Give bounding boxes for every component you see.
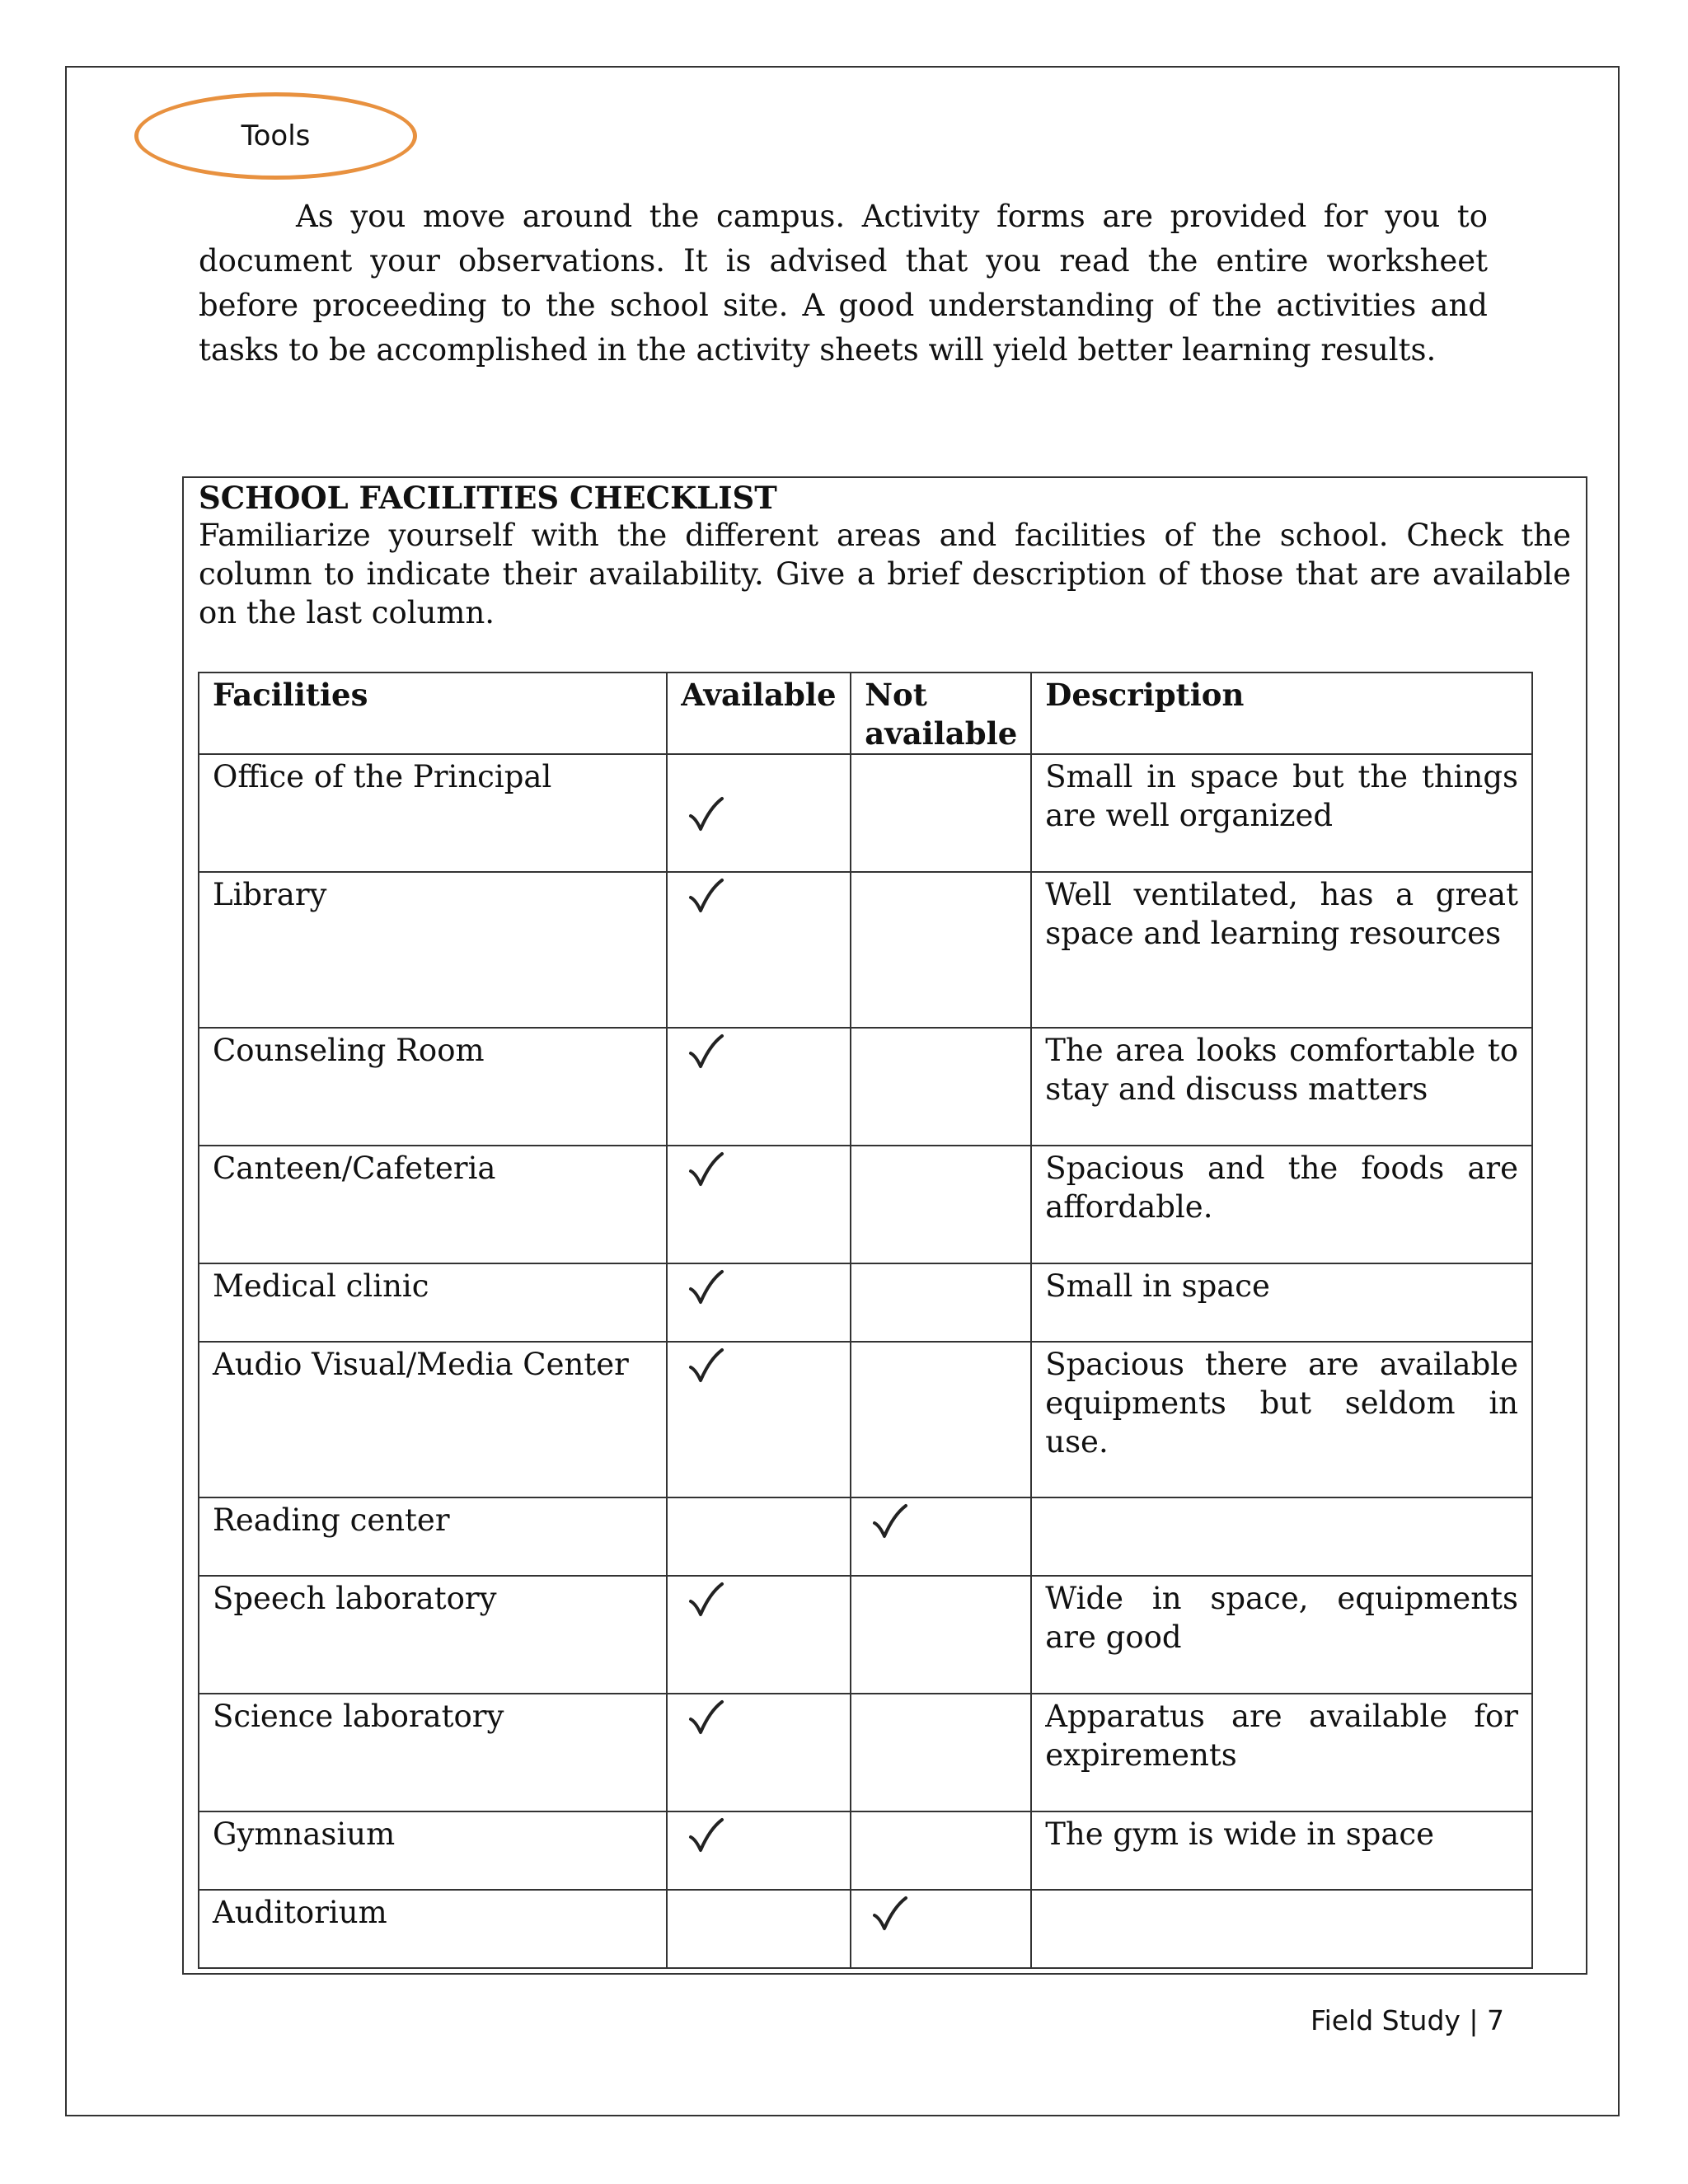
facility-description: Well ventilated, has a great space and learning resources: [1031, 872, 1532, 1028]
facility-name: Gymnasium: [199, 1811, 667, 1890]
check-mark-icon: [686, 1346, 725, 1385]
table-row: [199, 1263, 1532, 1342]
header-available: Available: [667, 673, 851, 754]
table-row: [199, 1497, 1532, 1576]
check-mark-icon: [686, 1150, 725, 1189]
check-mark-icon: [686, 1032, 725, 1071]
available-cell: [667, 1576, 851, 1694]
available-cell: [667, 1694, 851, 1811]
not-available-cell: [851, 1576, 1031, 1694]
facility-description: Wide in space, equipments are good: [1031, 1576, 1532, 1694]
facility-name: Auditorium: [199, 1890, 667, 1968]
facility-name: Counseling Room: [199, 1028, 667, 1146]
available-cell: [667, 1146, 851, 1263]
facility-description: Small in space but the things are well organized: [1031, 754, 1532, 872]
available-cell: [667, 1811, 851, 1890]
table-row: [199, 1694, 1532, 1811]
table-row: [199, 1146, 1532, 1263]
available-cell: [667, 1263, 851, 1342]
checklist-title: SCHOOL FACILITIES CHECKLIST: [199, 480, 777, 516]
table-row: [199, 1028, 1532, 1146]
check-mark-icon: [686, 1816, 725, 1855]
facility-name: Reading center: [199, 1497, 667, 1576]
table-row: [199, 1576, 1532, 1694]
available-cell: [667, 1028, 851, 1146]
facility-description: Spacious there are available equipments but seldom in use.: [1031, 1342, 1532, 1497]
checklist-instructions: Familiarize yourself with the different areas and facilities of the school. Check the column to indicate their availability. Give a brief description of those that are available on the last column.: [199, 518, 1571, 630]
tools-label-text: Tools: [241, 120, 311, 152]
facility-name: Canteen/Cafeteria: [199, 1146, 667, 1263]
not-available-cell: [851, 1146, 1031, 1263]
check-mark-icon: [686, 794, 725, 834]
facilities-table: [198, 672, 1533, 1969]
table-row: [199, 1811, 1532, 1890]
facility-description: The area looks comfortable to stay and discuss matters: [1031, 1028, 1532, 1146]
facility-name: Library: [199, 872, 667, 1028]
facility-description: Spacious and the foods are affordable.: [1031, 1146, 1532, 1263]
facility-name: Audio Visual/Media Center: [199, 1342, 667, 1497]
table-header-row: [199, 673, 1532, 754]
table-row: [199, 1890, 1532, 1968]
check-mark-icon: [686, 876, 725, 916]
check-mark-icon: [686, 1268, 725, 1307]
not-available-cell: [851, 1811, 1031, 1890]
facility-description: Small in space: [1031, 1263, 1532, 1342]
check-mark-icon: [686, 1580, 725, 1619]
not-available-cell: [851, 1342, 1031, 1497]
table-row: [199, 1342, 1532, 1497]
header-not-available: Not available: [851, 673, 1031, 754]
available-cell: [667, 754, 851, 872]
check-mark-icon: [870, 1894, 909, 1933]
facility-description: Apparatus are available for expirements: [1031, 1694, 1532, 1811]
not-available-cell: [851, 1890, 1031, 1968]
facility-name: Speech laboratory: [199, 1576, 667, 1694]
facility-description: The gym is wide in space: [1031, 1811, 1532, 1890]
available-cell: [667, 872, 851, 1028]
header-description: Description: [1031, 673, 1532, 754]
not-available-cell: [851, 1694, 1031, 1811]
facility-name: Science laboratory: [199, 1694, 667, 1811]
available-cell: [667, 1342, 851, 1497]
not-available-cell: [851, 872, 1031, 1028]
header-facilities: Facilities: [199, 673, 667, 754]
check-mark-icon: [870, 1502, 909, 1541]
table-row: [199, 872, 1532, 1028]
not-available-cell: [851, 1028, 1031, 1146]
facility-description: [1031, 1890, 1532, 1968]
intro-paragraph: As you move around the campus. Activity forms are provided for you to document your observations. It is advised that you read the entire worksheet before proceeding to the school site. A good understanding of the activities and tasks to be accomplished in the activity sheets will yield better learning results.: [199, 199, 1488, 368]
page-footer: Field Study | 7: [1311, 2004, 1505, 2036]
facility-name: Office of the Principal: [199, 754, 667, 872]
tools-label: [134, 92, 417, 180]
check-mark-icon: [686, 1698, 725, 1737]
available-cell: [667, 1890, 851, 1968]
facility-description: [1031, 1497, 1532, 1576]
not-available-cell: [851, 1497, 1031, 1576]
table-row: [199, 754, 1532, 872]
not-available-cell: [851, 754, 1031, 872]
facility-name: Medical clinic: [199, 1263, 667, 1342]
not-available-cell: [851, 1263, 1031, 1342]
available-cell: [667, 1497, 851, 1576]
